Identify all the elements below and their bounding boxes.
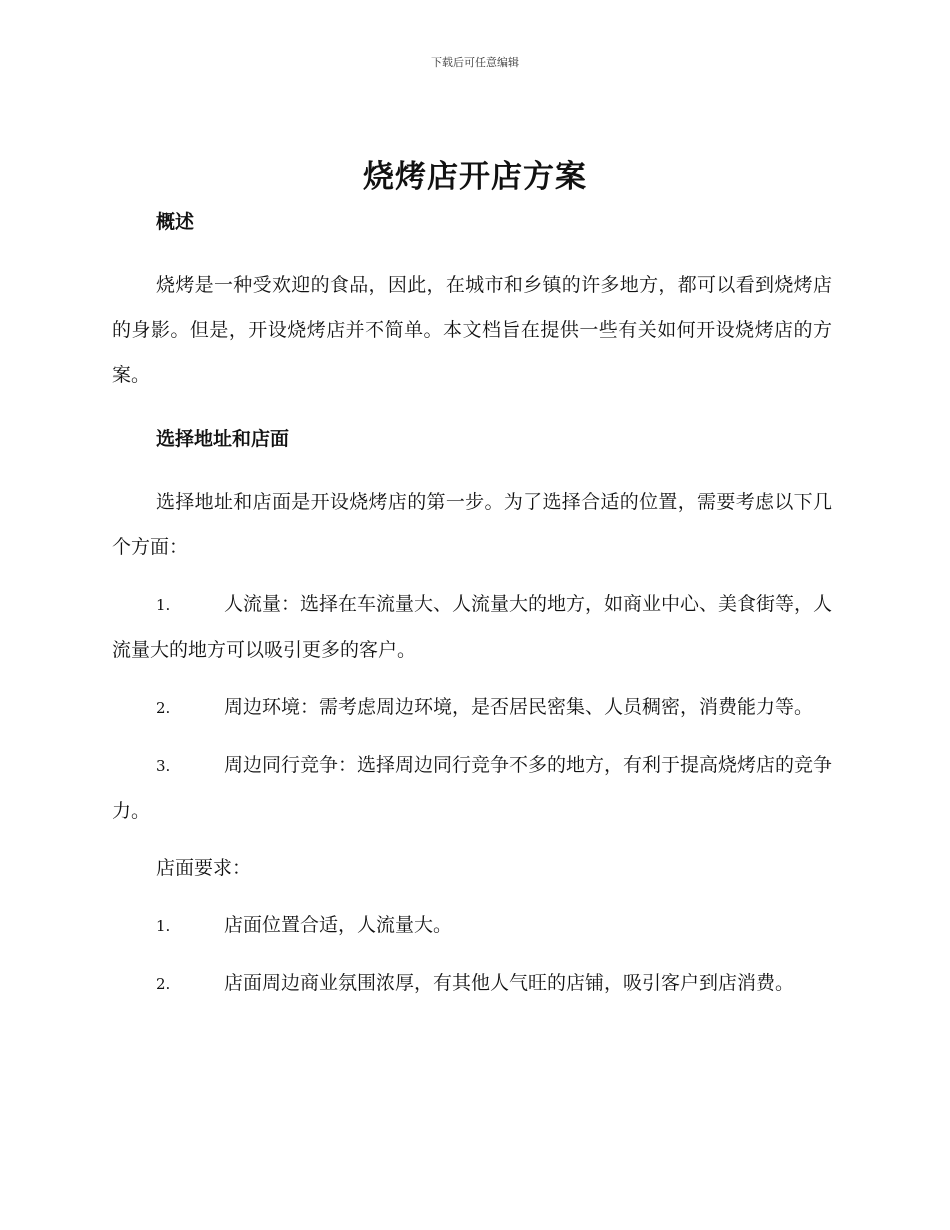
list-item <box>112 903 832 949</box>
list-item <box>112 685 832 731</box>
list-item-text: 周边同行竞争：选择周边同行竞争不多的地方，有利于提高烧烤店的竞争力。 <box>112 754 833 822</box>
list-item-number: 2. <box>156 699 171 717</box>
list-item <box>112 582 832 673</box>
list-item-number: 3. <box>156 757 171 775</box>
list-item-text: 周边环境：需考虑周边环境，是否居民密集、人员稠密，消费能力等。 <box>224 696 814 718</box>
list-item-number: 2. <box>156 975 171 993</box>
section-heading-overview: 概述 <box>156 211 195 233</box>
document-body <box>112 205 832 1019</box>
store-requirements-label: 店面要求： <box>156 857 252 879</box>
document-title: 烧烤店开店方案 <box>363 159 587 195</box>
location-intro-paragraph: 选择地址和店面是开设烧烤店的第一步。为了选择合适的位置，需要考虑以下几个方面： <box>112 491 832 558</box>
list-item-number: 1. <box>156 596 171 614</box>
list-item-text: 店面周边商业氛围浓厚，有其他人气旺的店铺，吸引客户到店消费。 <box>224 972 795 994</box>
list-item-number: 1. <box>156 917 171 935</box>
header-note: 下载后可任意编辑 <box>431 56 519 69</box>
list-item <box>112 743 832 834</box>
list-item-text: 店面位置合适，人流量大。 <box>224 914 453 936</box>
section-heading-location: 选择地址和店面 <box>156 428 290 450</box>
list-item-text: 人流量：选择在车流量大、人流量大的地方，如商业中心、美食街等，人流量大的地方可以吸引更多的客户。 <box>112 593 833 661</box>
list-item <box>112 961 832 1007</box>
overview-paragraph: 烧烤是一种受欢迎的食品，因此，在城市和乡镇的许多地方，都可以看到烧烤店的身影。但是，开设烧烤店并不简单。本文档旨在提供一些有关如何开设烧烤店的方案。 <box>112 274 832 386</box>
